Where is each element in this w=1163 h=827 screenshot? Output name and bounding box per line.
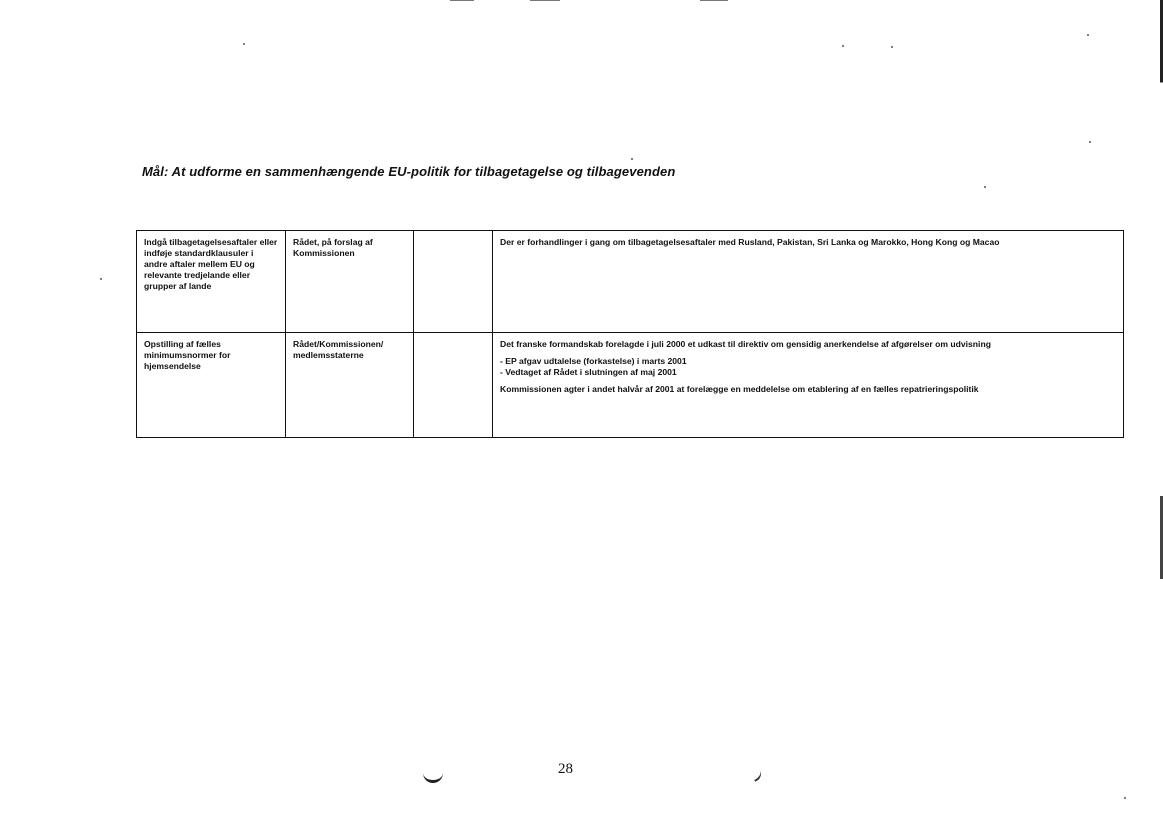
responsible-cell: Rådet, på forslag af Kommissionen	[286, 231, 414, 333]
action-cell: Indgå tilbagetagelsesaftaler eller indføje standardklausuler i andre aftaler mellem EU og relevante tredjelande eller grupper af lande	[137, 231, 286, 333]
status-line: Kommissionen agter i andet halvår af 2001 at forelægge en meddelelse om etablering af en fælles repatrieringspolitik	[500, 384, 979, 394]
page-heading: Mål: At udforme en sammenhængende EU-politik for tilbagetagelse og tilbagevenden	[142, 164, 676, 179]
scan-speck	[984, 186, 986, 188]
scan-mark	[530, 0, 560, 1]
responsible-cell: Rådet/Kommissionen/ medlemsstaterne	[286, 333, 414, 438]
status-line: - Vedtaget af Rådet i slutningen af maj 2001	[500, 367, 677, 377]
table-row	[137, 333, 1124, 438]
scan-speck	[891, 46, 893, 48]
status-line: Det franske formandskab forelagde i juli 2000 et udkast til direktiv om gensidig anerkendelse af afgørelser om udvisning	[500, 339, 991, 349]
action-table	[136, 230, 1124, 438]
table-row	[137, 231, 1124, 333]
status-line: Der er forhandlinger i gang om tilbagetagelsesaftaler med Rusland, Pakistan, Sri Lanka og Marokko, Hong Kong og Macao	[500, 237, 1000, 247]
scan-speck	[243, 43, 245, 45]
action-cell: Opstilling af fælles minimumsnormer for hjemsendelse	[137, 333, 286, 438]
scan-speck	[100, 278, 102, 280]
scan-mark	[450, 0, 474, 1]
scan-smudge	[750, 768, 764, 782]
scan-speck	[1087, 34, 1089, 36]
page-number: 28	[558, 761, 573, 777]
scan-speck	[1124, 797, 1126, 799]
scan-speck	[1089, 141, 1091, 143]
scan-speck	[842, 45, 844, 47]
deadline-cell	[414, 231, 493, 333]
scan-speck	[631, 158, 633, 160]
scan-smudge	[423, 772, 443, 783]
status-line: - EP afgav udtalelse (forkastelse) i marts 2001	[500, 356, 687, 366]
deadline-cell	[414, 333, 493, 438]
status-cell	[493, 231, 1124, 333]
status-cell	[493, 333, 1124, 438]
scan-mark	[700, 0, 728, 1]
